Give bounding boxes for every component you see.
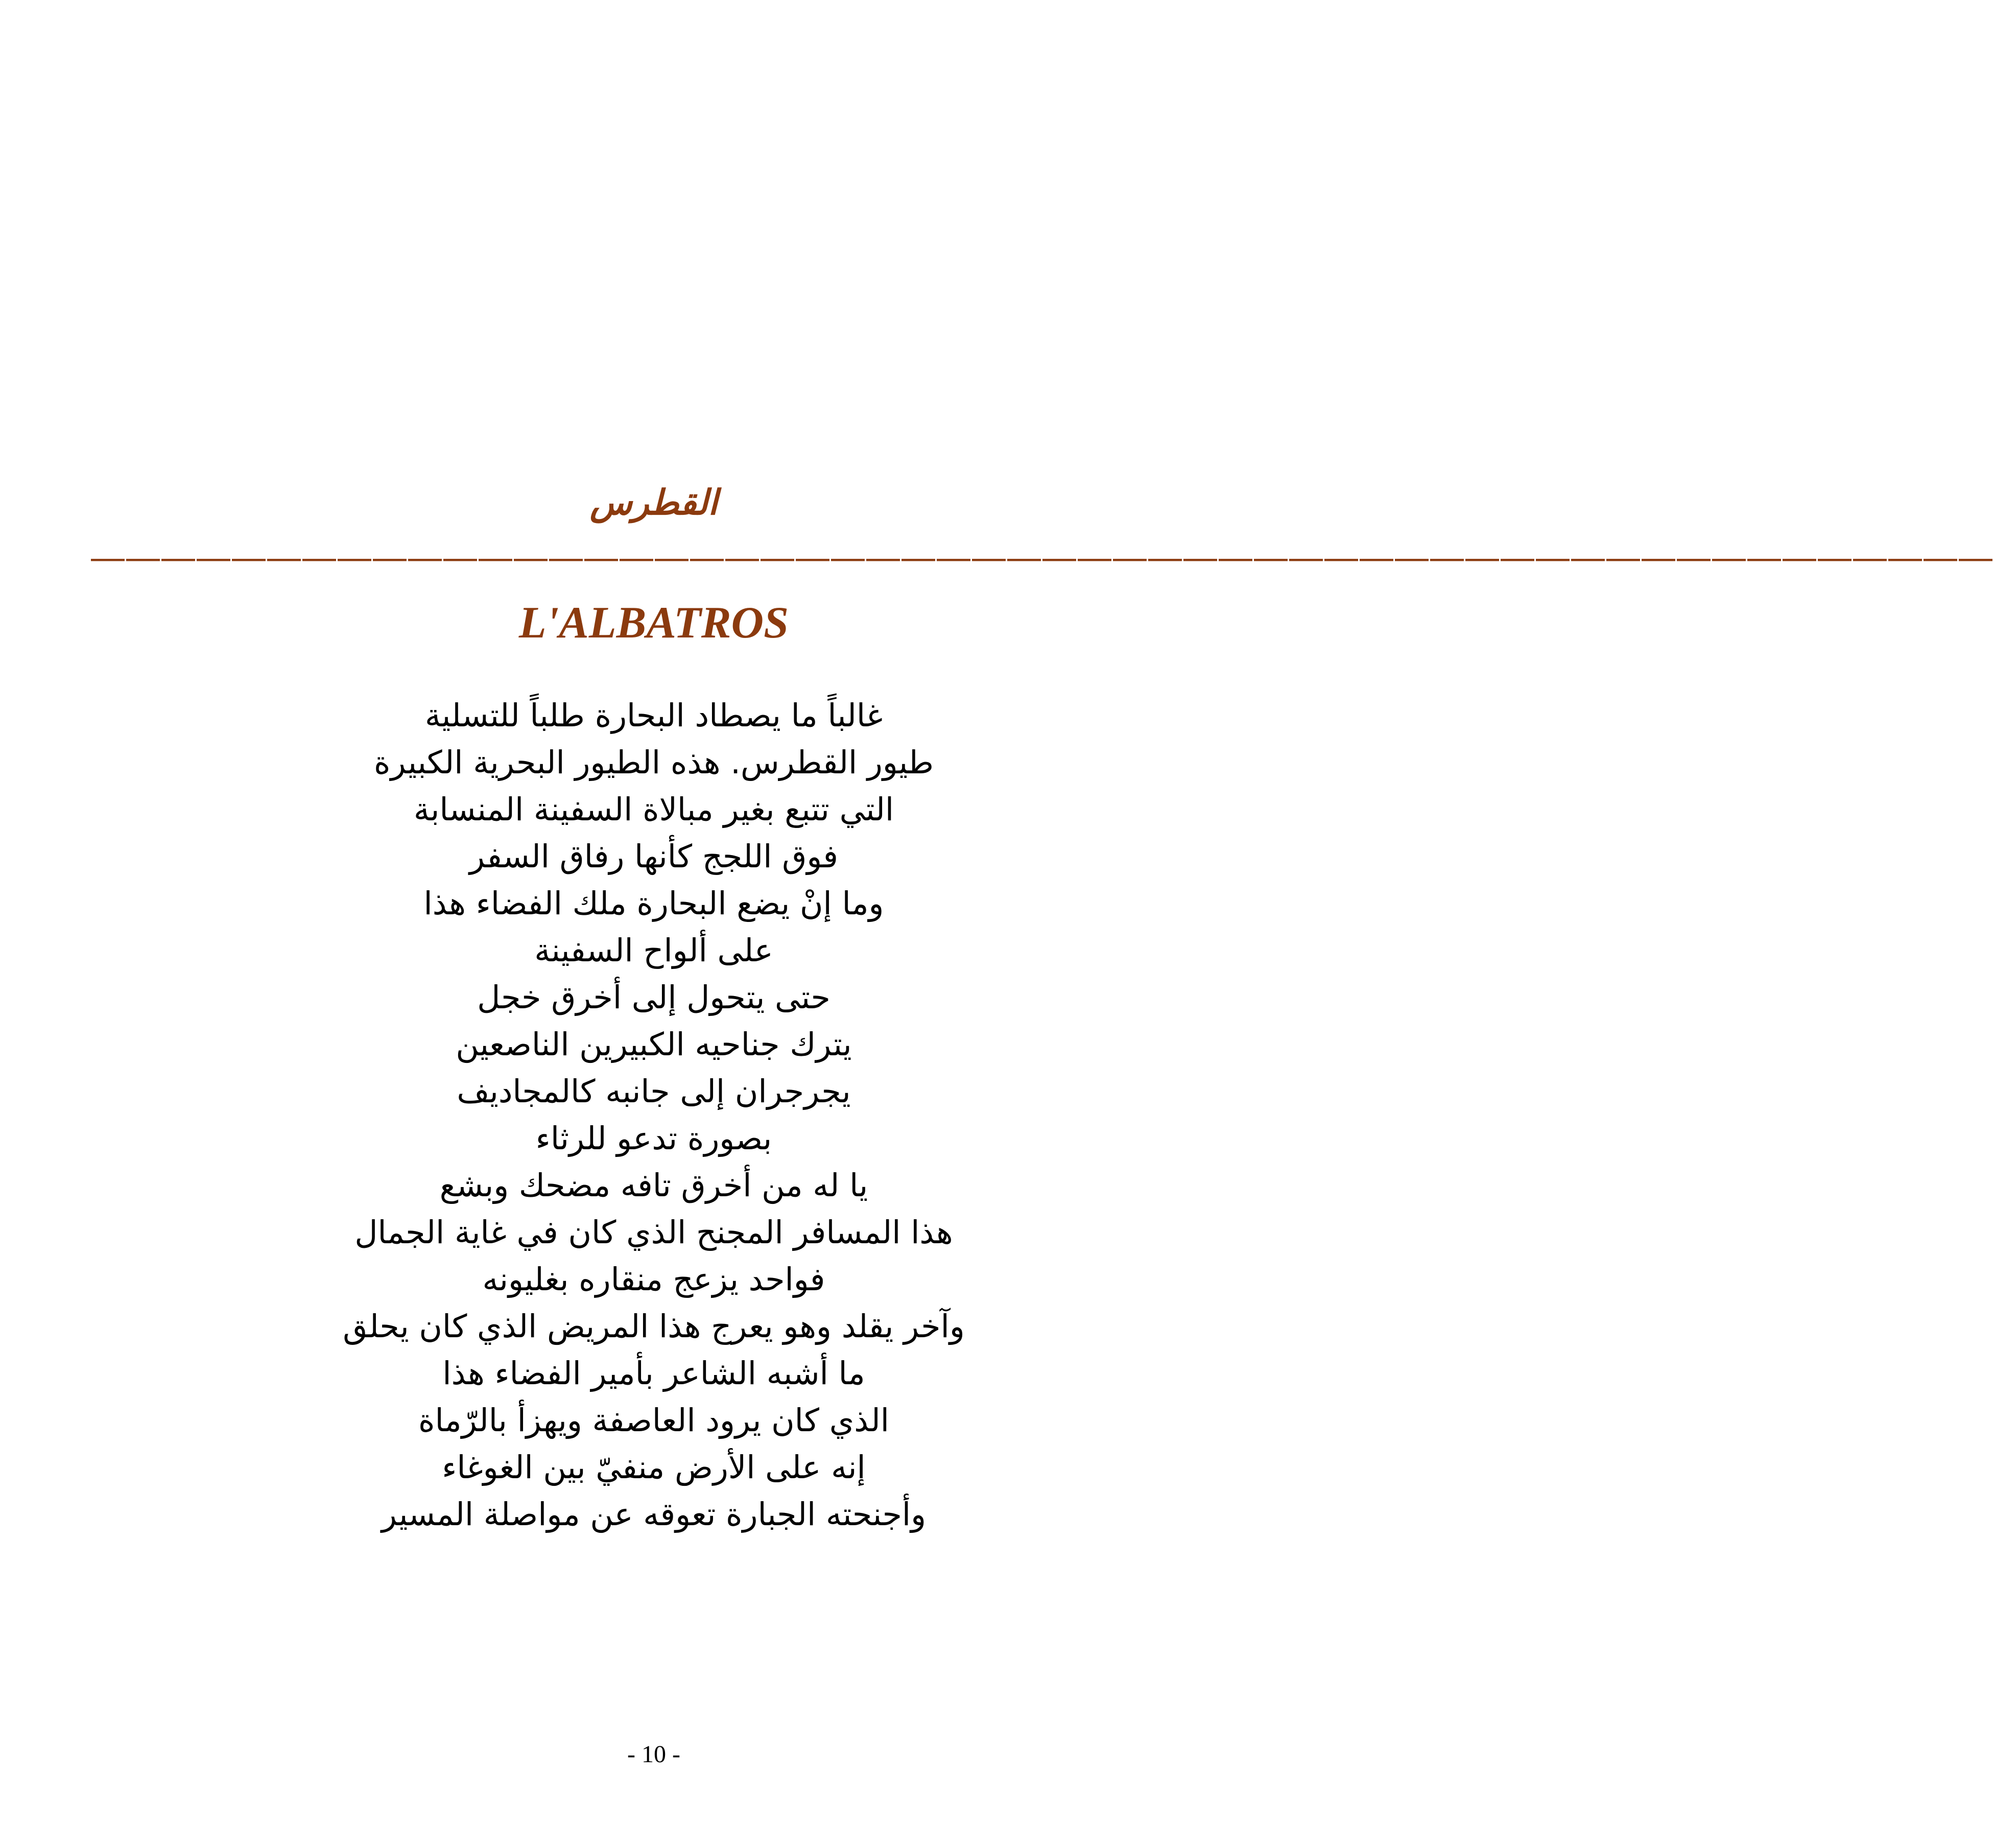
poem-line: الذي كان يرود العاصفة ويهزأ بالرّماة [418,1402,889,1439]
poem-line: وأجنحته الجبارة تعوقه عن مواصلة المسير [381,1496,927,1533]
poem-line: هذا المسافر المجنح الذي كان في غاية الجمال [354,1214,953,1251]
poem-line: على ألواح السفينة [534,932,773,969]
poem-line: إنه على الأرض منفيّ بين الغوغاء [442,1449,866,1486]
title-separator: —————————————————————————————————————————————————————— [91,538,1994,576]
poem-line: يجرجران إلى جانبه كالمجاديف [457,1073,851,1110]
french-title: L'ALBATROS [518,598,789,648]
poem [0,692,1308,1538]
poem-line: التي تتبع بغير مبالاة السفينة المنسابة [413,791,894,828]
poem-line: يترك جناحيه الكبيرين الناصعين [456,1026,852,1063]
poem-line: ما أشبه الشاعر بأمير الفضاء هذا [442,1355,865,1392]
page-number: - 10 - [627,1741,680,1768]
poem-line: يا له من أخرق تافه مضحك وبشع [439,1167,868,1204]
poem-line: طيور القطرس. هذه الطيور البحرية الكبيرة [374,744,934,781]
arabic-title: القطرس [589,483,718,523]
poem-line: غالباً ما يصطاد البحارة طلباً للتسلية [424,697,883,734]
poem-line: فواحد يزعج منقاره بغليونه [482,1261,825,1298]
poem-line: بصورة تدعو للرثاء [535,1120,772,1157]
poem-line: وما إنْ يضع البحارة ملك الفضاء هذا [423,885,884,922]
poem-line: فوق اللجج كأنها رفاق السفر [469,838,838,875]
poem-line: حتى يتحول إلى أخرق خجل [477,979,830,1016]
poem-line: وآخر يقلد وهو يعرج هذا المريض الذي كان يحلق [343,1308,965,1345]
